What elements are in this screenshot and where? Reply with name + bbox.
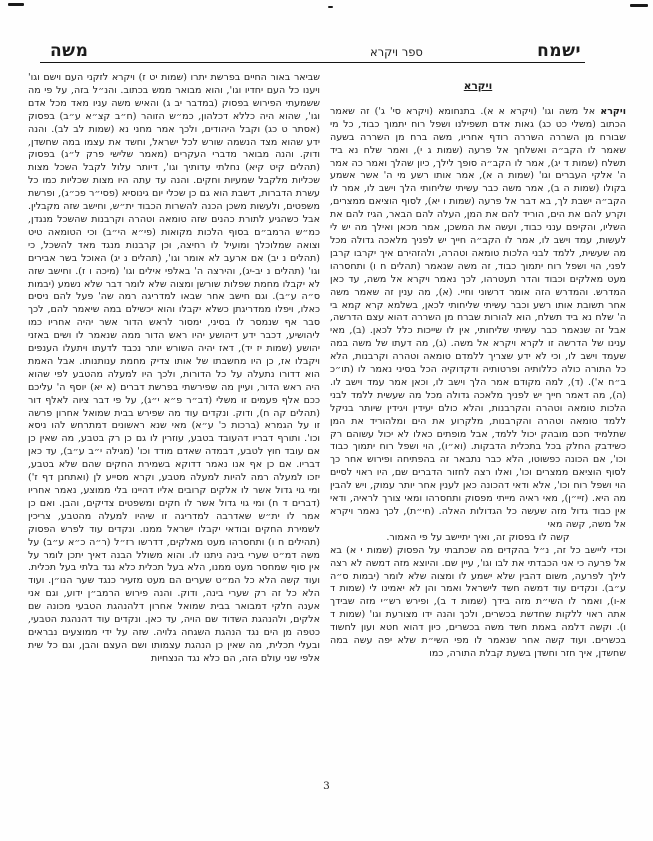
parsha-section-header: ויקרא xyxy=(463,80,493,92)
body-paragraph xyxy=(330,106,626,532)
page-header xyxy=(40,36,585,63)
lead-word: ויקרא xyxy=(600,105,626,117)
text-column-left xyxy=(28,72,320,666)
book-section-title: ספר ויקרא xyxy=(370,45,423,59)
scan-artifact xyxy=(328,6,333,8)
book-title-right: ישמח xyxy=(537,41,581,61)
paragraph-closing-line: קשה לו בפסוק זה, ואיך יתיישב על פי האמור. xyxy=(386,531,570,543)
book-title-left: משה xyxy=(50,41,89,61)
body-paragraph: וכדי ליישב כל זה, נ״ל בהקדים מה שכתבתי על הפסוק (שמות י א) בא אל פרעה כי אני הכבדתי את לבו וגו', עיין שם. והיוצא מזה דמשה לא רצה לילך לפרעה, משום דהבין שלא ישמע לו ומצוה שלא לומר (יבמות ס״ה ע״ב). ונקדים עוד דמשה חשד לישראל ואמר והן לא יאמינו לי (שמות ד א-ו), ואמר לו השי״ת מזה בידך (שמות ד ב), ופירש רש״י מזה שבידך אתה ראוי ללקות שחדשת בכשרים, ולכך והנה ידו מצורעת וגו' (שמות ד ו). וקשה דלמה באמת חשד משה בכשרים, כיון דהוא חטא ועון לחשוד בכשרים. ועוד קשה אחר שנאמר לו מפי השי״ת שלא יפה עשה במה שחשדן, איך חזר וחשדן בשעת קבלת התורה, כמו xyxy=(330,544,626,659)
scan-artifact xyxy=(630,4,648,7)
body-paragraph: שביאר באור החיים בפרשת יתרו (שמות יט ז) ויקרא לזקני העם וישם וגו' ויענו כל העם יחדיו וגו', והוא מבואר ממש בכתוב. והנ״ל בזה, על פי מה ששמעתי הפירוש בפסוק (במדבר יב ג) והאיש משה עניו מאד מכל אדם וגו', שהוא היה כללא דכלהון, כמ״ש הזוהר (ח״ב קצ״א ע״ב) בפסוק (אסתר ט כג) וקבל היהודים, ולכך אמר מחני נא (שמות לב לב). והנה ידע שהוא מצד הנשמה שורש לכל ישראל, וחשד את עצמו במה שחשדן, ודוק. והנה מבואר מדברי העקרים (מאמר שלישי פרק ל״ג) בפסוק (תהלים קיט קיא) נחלתי עדותיך וגו', דיותר עלול לקבל השכל מצות שכליות מלקבל שמעיות וחקים. והנה עד עתה היו מצות שכליות כמו כל עשרת הדברות, דשבת הוא גם כן שכלי יום גינוסיא (פסי״ר פכ״ג), ופרשת משפטים, ולעשות משכן הכנה להשרות הכבוד ית״ש, וחישב שזה מקבלין. אבל כשהגיע לתורת כהנים שזה טומאה וטהרה וקרבנות שהשכל מנגדן, כמ״ש הרמב״ם בסוף הלכות מקואות (פי״א הי״ב) וכי הטומאה טיט וצואה שמלוכלך ומועיל לו רחיצה, וכן קרבנות מנגד מאד להשכל, כי (תהלים נ יב) אם ארעב לא אומר וגו', (תהלים נ יג) האוכל בשר אבירים וגו' (תהלים נ יב-יג), והירצה ה' באלפי אילים וגו' (מיכה ו ז). וחישב שזה לא יקבלו מחמת שפלות שורשן ומצוה שלא לומר דבר שלא נשמע (יבמות ס״ה ע״ב). וגם חישב אחר שבאו למדריגה רמה שה' פעל להם ניסים כאלו, ויפלו ממדריגתן כשלא יקבלו והוא יכשילם במה שיאמר להם, לכך סבר אף שנמסר לו בסיני, ימסור לראש הדור אשר יהיה אחריו כמו ליהושיע, דכבר ידע דיהושע יהיו ראש הדור ממה שנאמר לו ושים באזני יהושע (שמות יז יד), דאז יהיה השורש יותר נכבד לדעתו ויתעלו הענפים ויקבלו אז, כן היו מחשבתו של אותו צדיק מחמת ענותנותו. אבל האמת הוא דדורו נתעלה על כל הדורות, ולכך היו למעלה מהטבע לפי שהוא היה ראש הדור, ועיין מה שפירשתי בפרשת דברים (א יא) יוסף ה' עליכם ככם אלף פעמים זו משלי (דב״ר פ״א י״ג), על פי דבר ציוה לאלף דור (תהלים קה ח), ודוק. ונקדים עוד מה שפירש בבית שמואל אחרון פרשה זו על הגמרא (ברכות כ' ע״א) מאי שנא ראשונים דמתרחש להו ניסא וכו'. ותורף דבריו דהעובד בטבע, עוזרין לו גם כן רק בטבע, מה שאין כן אם עובד חוץ לטבע, דבמדה שאדם מודד וכו' (מגילה י״ב ע״ב), עד כאן דבריו. אם כן אף אנו נאמר דדוקא בשמירת החקים שהם שלא בטבע, יזכו למעלה רמה להיות למעלה מטבע, וקרא מסייע לן (ואתחנן דף ז') ומי גוי גדול אשר לו אלקים קרובים אליו דהיינו בלי ממוצע, נאמר אחריו (דברים ד ח) ומי גוי גדול אשר לו חקים ומשפטים צדיקים, והבן. ואם כן אמר לו ית״ש שאדרבה למדריגה זו שיהיו למעלה מהטבע, צריכין לשמירת החקים ובודאי יקבלו ישראל ממנו. ונקדים עוד לפרש הפסוק (תהילים ח ו) ותחסרהו מעט מאלקים, דדרשו רז״ל (ר״ה כ״א ע״ב) על משה דמ״ט שערי בינה ניתנו לו. והוא משולל הבנה דאיך יתכן לומר על אין סוף שמחסר מעט ממנו, הלא בעל תכלית כלא נגד בלתי בעל תכלית. ועוד קשה הלא כל המ״ט שערים הם מעט מזעיר כנגד שער הנו״ן. ועוד הלא כל זה רק שערי בינה, ודוק. והנה פירוש הרמב״ן ידוע, וגם אני אענה חלקי דמבואר בבית שמואל אחרון דלהנהגת הטבעי מכונה שם אלקים, ולהנהגת השדוד שם הויה, עד כאן. ונקדים עוד דהנהגת הטבעי, כטפה מן הים נגד הנהגת השגחה גלויה. שזה על ידי ממוצעים נבראים ובעלי תכלית, מה שאין כן הנהגת עצמותו ושם העצם והבן, וגם כל שית אלפי שני עולם הזה, הם כלא נגד הנצחיות xyxy=(28,72,320,664)
paragraph-text: אל משה וגו' (ויקרא א א). בתנחומא (ויקרא סי' ג') זה שאמר הכתוב (משלי כט כג) גאות אדם תשפילנו ושפל רוח יתמוך כבוד, כל מי שבורח מן השררה השררה רודף אחריו, משה ברח מן השררה בשעה שאמר לו הקב״ה ואשלחך אל פרעה (שמות ג י), ואמר שלח נא ביד תשלח (שמות ד יג), אמר לו הקב״ה סופך לילך, כיון שהלך ואמר כה אמר ה' אלקי העברים וגו' (שמות ה א), אמר אותו רשע מי ה' אשר אשמע בקולו (שמות ה ב), אמר משה כבר עשיתי שליחותי הלך וישב לו, אמר לו הקב״ה ישבת לך, בא דבר אל פרעה (שמות ו יא), לסוף הוציאם ממצרים, וקרע להם את הים, הוריד להם את המן, העלה להם הבאר, הגיז להם את השליו, והקיפם ענני כבוד, ועשה את המשכן, אמר מכאן ואילך מה יש לי לעשות, עמד וישב לו, אמר לו הקב״ה חייך יש לפניך מלאכה גדולה מכל מה שעשית, ללמד לבני הלכות טומאה וטהרה, ולהזהירם איך יקרבו קרבן לפני, הוי ושפל רוח יתמוך כבוד, זה משה שנאמר (תהלים ח ו) ותחסרהו מעט מאלקים וכבוד והדר תעטרהו, לכך נאמר ויקרא אל משה, עד כאן המדרש. והמדרש הזה אומר דרשוני וחיי. (א), מה ענין זה שאמר משה אחר תשובת אותו רשע וכבר עשיתי שליחותי לכאן, בשלמא קרא קמא בי ה' שלח נא ביד תשלח, הוא להורות שברח מן השררה דהוא עצם הדרשה, אבל זה שנאמר כבר עשיתי שליחותי, אין לו שייכות כלל לכאן. (ב), מאי ענינו של הדרשה זו לקרא ויקרא אל משה. (ג), מה דעתו של משה במה שעמד וישב לו, וכי לא ידע שצריך ללמדם טומאה וטהרה וקרבנות, הלא כל התורה כולה כללותיה ופרטותיה ודקדוקיה הכל בסיני נאמר לו (תו״כ ב״ח א'). (ד), למה מקודם אמר הלך וישב לו, וכאן אמר עמד וישב לו. (ה), מה דאמר חייך יש לפניך מלאכה גדולה מכל מה שעשית ללמד לבני הלכות טומאה וטהרה והקרבנות, והלא כולם יעידין ויגידין שיותר בניקל ללמד טומאה וטהרה והקרבנות, מלקרוע את הים ומלהוריד את המן שתלמיד חכם מובהק יכול ללמד, אבל מופתים כאלו לא יכול עשוהם רק כשידבק החלק בכל בתכלית הדבקות. (וא״ו), הוי ושפל רוח יתמוך כבוד וכו', אם הכונה כפשוטו, הלא כבר נתבאר זה בהפתיחה ופירוש אחר כך לסוף הוציאם ממצרים וכו', ואלו רצה לחזור הדברים שם, היו ראוי לסיים הוי ושפל רוח וכו', אלא ודאי דהכונה כאן לענין אחר יותר עמוק, ויש להבין מה היא. (זיי״ן), מאי ראיה מייתי מפסוק ותחסרהו ומאי צורך לראיה, ודאי אין כבוד גדול מזה שעשה כל הגדולות האלה. (חי״ת), לכך נאמר ויקרא אל משה, קשה מאי xyxy=(330,105,626,530)
page-number: 3 xyxy=(323,780,330,792)
scan-artifact xyxy=(8,3,24,6)
text-column-right xyxy=(330,80,626,661)
